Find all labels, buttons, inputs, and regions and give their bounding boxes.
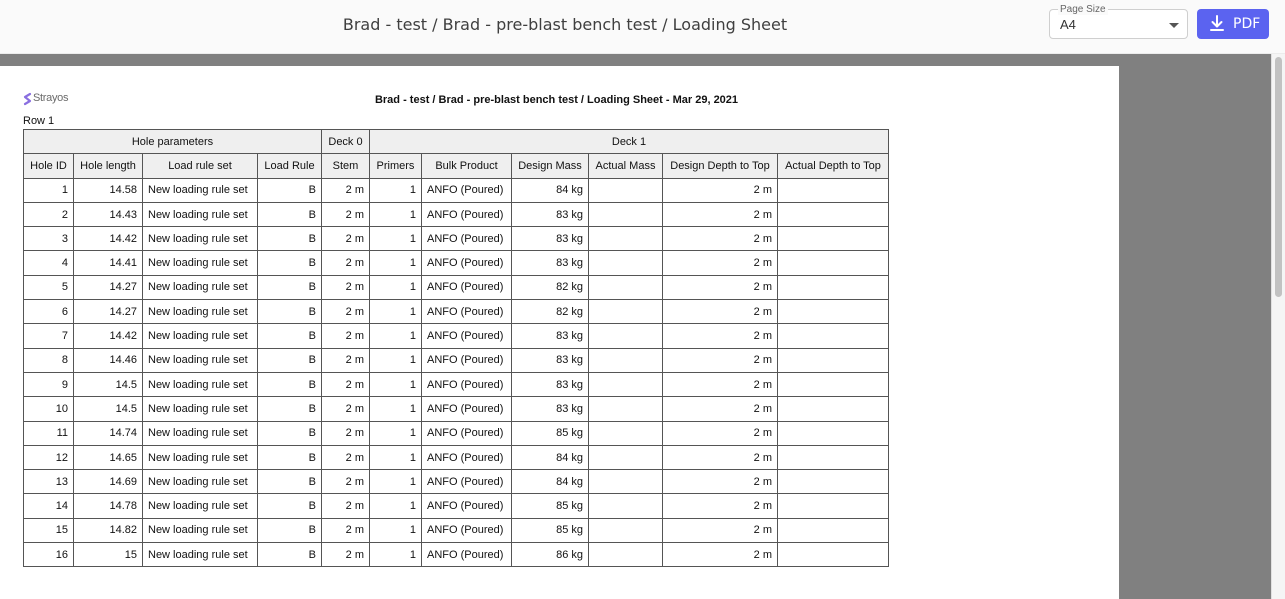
scrollbar-thumb[interactable]: [1275, 57, 1282, 297]
table-row: [24, 470, 889, 494]
table-cell: [589, 397, 663, 421]
table-cell: 15: [24, 518, 74, 542]
table-cell: [589, 421, 663, 445]
table-cell: [778, 300, 889, 324]
table-cell: [778, 178, 889, 202]
table-cell: 2 m: [663, 518, 778, 542]
table-row: [24, 494, 889, 518]
document-title-text: Brad - test / Brad - pre-blast bench test / Loading Sheet - Mar 29, 2021: [374, 94, 739, 106]
table-cell: 1: [370, 372, 422, 396]
table-cell: 82 kg: [512, 275, 589, 299]
table-cell: 2 m: [322, 372, 370, 396]
table-cell: 5: [24, 275, 74, 299]
table-cell: New loading rule set: [143, 494, 258, 518]
group-header-deck-0: Deck 0: [322, 130, 370, 154]
table-cell: 14.74: [74, 421, 143, 445]
table-cell: 83 kg: [512, 348, 589, 372]
table-cell: 2 m: [663, 178, 778, 202]
table-cell: 2 m: [322, 202, 370, 226]
table-cell: [589, 470, 663, 494]
table-cell: B: [258, 275, 322, 299]
table-cell: B: [258, 251, 322, 275]
table-cell: 2 m: [322, 275, 370, 299]
table-cell: 14.78: [74, 494, 143, 518]
column-header: Stem: [322, 154, 370, 178]
table-cell: B: [258, 372, 322, 396]
table-cell: 2 m: [322, 494, 370, 518]
table-row: [24, 397, 889, 421]
table-cell: 1: [370, 445, 422, 469]
table-cell: New loading rule set: [143, 251, 258, 275]
table-cell: 2 m: [663, 494, 778, 518]
table-cell: B: [258, 202, 322, 226]
table-cell: 2 m: [663, 227, 778, 251]
table-row: [24, 251, 889, 275]
table-cell: New loading rule set: [143, 518, 258, 542]
table-cell: 14.5: [74, 372, 143, 396]
table-cell: New loading rule set: [143, 470, 258, 494]
table-cell: ANFO (Poured): [422, 324, 512, 348]
table-cell: 14.43: [74, 202, 143, 226]
table-cell: 83 kg: [512, 227, 589, 251]
table-cell: 2: [24, 202, 74, 226]
table-cell: ANFO (Poured): [422, 227, 512, 251]
table-cell: 1: [370, 227, 422, 251]
table-cell: 83 kg: [512, 202, 589, 226]
table-cell: 2 m: [322, 421, 370, 445]
table-cell: 4: [24, 251, 74, 275]
table-cell: 1: [370, 518, 422, 542]
table-cell: [778, 470, 889, 494]
table-cell: 3: [24, 227, 74, 251]
table-cell: 2 m: [663, 275, 778, 299]
table-row: [24, 324, 889, 348]
table-cell: 2 m: [663, 251, 778, 275]
column-header: Primers: [370, 154, 422, 178]
table-cell: [589, 300, 663, 324]
table-cell: 14.27: [74, 275, 143, 299]
table-cell: 2 m: [663, 202, 778, 226]
table-cell: 1: [370, 470, 422, 494]
table-cell: [589, 372, 663, 396]
page-size-value: A4: [1060, 17, 1076, 32]
table-cell: [589, 275, 663, 299]
table-cell: 1: [370, 251, 422, 275]
table-cell: 1: [24, 178, 74, 202]
table-cell: 86 kg: [512, 543, 589, 567]
table-cell: 1: [370, 421, 422, 445]
table-cell: 2 m: [322, 300, 370, 324]
page-title: Brad - test / Brad - pre-blast bench test / Loading Sheet: [342, 15, 788, 34]
table-cell: 2 m: [663, 348, 778, 372]
table-cell: 1: [370, 494, 422, 518]
chevron-down-icon: [1169, 23, 1179, 28]
table-cell: 14.58: [74, 178, 143, 202]
table-cell: ANFO (Poured): [422, 275, 512, 299]
table-cell: ANFO (Poured): [422, 372, 512, 396]
table-cell: B: [258, 178, 322, 202]
table-cell: 7: [24, 324, 74, 348]
table-cell: 2 m: [322, 397, 370, 421]
table-cell: 14.5: [74, 397, 143, 421]
table-cell: 2 m: [322, 227, 370, 251]
table-cell: 14.42: [74, 324, 143, 348]
table-cell: 1: [370, 543, 422, 567]
table-row: [24, 202, 889, 226]
table-cell: [589, 445, 663, 469]
column-header: Hole length: [74, 154, 143, 178]
table-cell: New loading rule set: [143, 543, 258, 567]
table-cell: 1: [370, 178, 422, 202]
table-cell: [589, 348, 663, 372]
table-cell: 14.46: [74, 348, 143, 372]
table-row: [24, 372, 889, 396]
column-header-row: [24, 154, 889, 178]
table-row: [24, 275, 889, 299]
document-page: [0, 66, 1119, 599]
table-cell: 83 kg: [512, 251, 589, 275]
table-cell: B: [258, 421, 322, 445]
column-header: Design Mass: [512, 154, 589, 178]
table-cell: 14.27: [74, 300, 143, 324]
table-cell: [589, 251, 663, 275]
table-cell: B: [258, 227, 322, 251]
table-cell: [589, 543, 663, 567]
document-viewer[interactable]: [0, 54, 1285, 599]
table-row: [24, 178, 889, 202]
table-cell: 2 m: [322, 445, 370, 469]
table-cell: 14.82: [74, 518, 143, 542]
table-cell: 83 kg: [512, 324, 589, 348]
group-header-deck-1: Deck 1: [370, 130, 889, 154]
viewer-scrollbar[interactable]: [1271, 54, 1285, 599]
table-cell: 2 m: [663, 324, 778, 348]
table-cell: 1: [370, 202, 422, 226]
loading-sheet-table: [23, 129, 889, 567]
table-cell: 14.69: [74, 470, 143, 494]
table-cell: 2 m: [663, 470, 778, 494]
column-header: Hole ID: [24, 154, 74, 178]
table-cell: 2 m: [322, 518, 370, 542]
table-cell: New loading rule set: [143, 348, 258, 372]
table-cell: [589, 518, 663, 542]
table-body: [24, 178, 889, 567]
table-row: [24, 348, 889, 372]
pdf-download-button[interactable]: [1197, 9, 1269, 39]
table-row: [24, 518, 889, 542]
table-cell: B: [258, 397, 322, 421]
table-cell: B: [258, 300, 322, 324]
table-cell: 1: [370, 300, 422, 324]
table-cell: 83 kg: [512, 397, 589, 421]
table-cell: 2 m: [322, 348, 370, 372]
table-cell: 16: [24, 543, 74, 567]
table-cell: [778, 227, 889, 251]
table-cell: 84 kg: [512, 445, 589, 469]
table-cell: [778, 543, 889, 567]
table-cell: B: [258, 518, 322, 542]
table-cell: 2 m: [663, 445, 778, 469]
table-cell: 2 m: [663, 543, 778, 567]
table-cell: 1: [370, 397, 422, 421]
table-cell: New loading rule set: [143, 445, 258, 469]
page-size-select[interactable]: [1049, 4, 1188, 39]
table-cell: [778, 324, 889, 348]
table-cell: New loading rule set: [143, 324, 258, 348]
table-cell: 13: [24, 470, 74, 494]
table-cell: [778, 275, 889, 299]
table-cell: 1: [370, 324, 422, 348]
table-cell: 2 m: [322, 178, 370, 202]
table-cell: New loading rule set: [143, 178, 258, 202]
table-cell: [589, 324, 663, 348]
table-cell: ANFO (Poured): [422, 421, 512, 445]
logo-text: Strayos: [33, 92, 69, 104]
table-cell: 2 m: [663, 372, 778, 396]
table-cell: [589, 227, 663, 251]
table-cell: 15: [74, 543, 143, 567]
table-cell: New loading rule set: [143, 372, 258, 396]
top-bar: [0, 0, 1285, 54]
table-cell: 2 m: [322, 324, 370, 348]
table-cell: [589, 494, 663, 518]
row-label: Row 1: [23, 115, 55, 127]
table-cell: ANFO (Poured): [422, 445, 512, 469]
table-cell: ANFO (Poured): [422, 348, 512, 372]
table-row: [24, 300, 889, 324]
table-cell: B: [258, 470, 322, 494]
table-cell: 2 m: [322, 470, 370, 494]
table-cell: ANFO (Poured): [422, 202, 512, 226]
table-cell: ANFO (Poured): [422, 178, 512, 202]
table-cell: 2 m: [322, 543, 370, 567]
table-cell: B: [258, 324, 322, 348]
table-cell: B: [258, 445, 322, 469]
table-cell: 14.65: [74, 445, 143, 469]
table-cell: 82 kg: [512, 300, 589, 324]
group-header-hole-parameters: Hole parameters: [24, 130, 322, 154]
table-cell: 10: [24, 397, 74, 421]
table-cell: 2 m: [663, 397, 778, 421]
document-title: [0, 94, 1119, 106]
column-header: Load rule set: [143, 154, 258, 178]
group-header-row: [24, 130, 889, 154]
table-cell: B: [258, 494, 322, 518]
table-cell: [778, 518, 889, 542]
download-icon: [1209, 15, 1225, 33]
table-cell: New loading rule set: [143, 300, 258, 324]
table-cell: 6: [24, 300, 74, 324]
table-cell: 83 kg: [512, 372, 589, 396]
table-cell: 14.42: [74, 227, 143, 251]
table-cell: ANFO (Poured): [422, 251, 512, 275]
table-cell: [589, 178, 663, 202]
table-row: [24, 227, 889, 251]
table-cell: 2 m: [322, 251, 370, 275]
table-cell: 12: [24, 445, 74, 469]
table-cell: New loading rule set: [143, 275, 258, 299]
table-cell: B: [258, 543, 322, 567]
table-cell: ANFO (Poured): [422, 397, 512, 421]
table-cell: New loading rule set: [143, 227, 258, 251]
table-cell: ANFO (Poured): [422, 518, 512, 542]
table-row: [24, 421, 889, 445]
table-cell: 14: [24, 494, 74, 518]
column-header: Actual Depth to Top: [778, 154, 889, 178]
table-cell: [778, 421, 889, 445]
table-cell: [778, 202, 889, 226]
table-row: [24, 543, 889, 567]
table-cell: 85 kg: [512, 518, 589, 542]
table-cell: 2 m: [663, 421, 778, 445]
table-cell: ANFO (Poured): [422, 543, 512, 567]
table-cell: B: [258, 348, 322, 372]
table-cell: 1: [370, 275, 422, 299]
column-header: Bulk Product: [422, 154, 512, 178]
column-header: Load Rule: [258, 154, 322, 178]
column-header: Actual Mass: [589, 154, 663, 178]
table-cell: [778, 397, 889, 421]
table-cell: 85 kg: [512, 421, 589, 445]
table-cell: 11: [24, 421, 74, 445]
pdf-button-label: PDF: [1233, 16, 1261, 32]
table-cell: New loading rule set: [143, 202, 258, 226]
table-cell: 8: [24, 348, 74, 372]
table-cell: ANFO (Poured): [422, 494, 512, 518]
table-cell: 9: [24, 372, 74, 396]
table-cell: 84 kg: [512, 178, 589, 202]
table-cell: [778, 251, 889, 275]
column-header: Design Depth to Top: [663, 154, 778, 178]
table-cell: New loading rule set: [143, 421, 258, 445]
table-row: [24, 445, 889, 469]
table-cell: ANFO (Poured): [422, 470, 512, 494]
table-cell: 2 m: [663, 300, 778, 324]
table-cell: [589, 202, 663, 226]
table-cell: [778, 494, 889, 518]
table-cell: 84 kg: [512, 470, 589, 494]
table-cell: [778, 372, 889, 396]
table-cell: 85 kg: [512, 494, 589, 518]
table-cell: [778, 445, 889, 469]
page-size-label: Page Size: [1060, 4, 1106, 15]
table-cell: New loading rule set: [143, 397, 258, 421]
table-cell: 1: [370, 348, 422, 372]
table-cell: ANFO (Poured): [422, 300, 512, 324]
table-cell: [778, 348, 889, 372]
table-cell: 14.41: [74, 251, 143, 275]
